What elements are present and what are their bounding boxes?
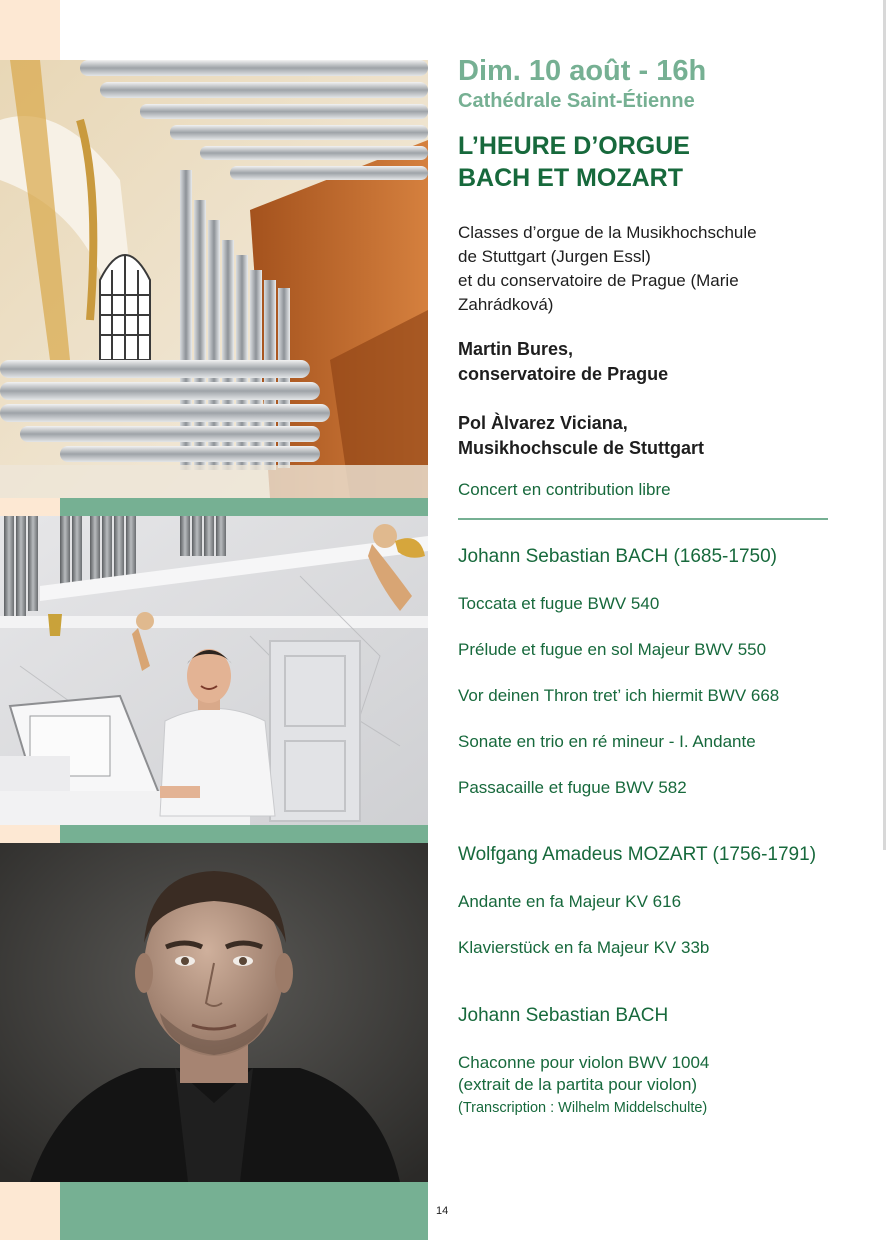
performer-1 [458, 337, 838, 387]
program-piece: Sonate en trio en ré mineur - I. Andante [458, 732, 756, 751]
performer-2 [458, 411, 838, 461]
composer-heading-bach-2: Johann Sebastian BACH [458, 1005, 669, 1026]
program-piece: Klavierstück en fa Majeur KV 33b [458, 938, 710, 957]
event-title-line-1: L’HEURE D’ORGUE [458, 132, 690, 160]
description-line: Zahrádková) [458, 295, 554, 314]
program-piece: Prélude et fugue en sol Majeur BWV 550 [458, 640, 767, 659]
event-title [458, 130, 838, 194]
organist-console-photo [0, 516, 428, 825]
performer-name: Pol Àlvarez Viciana, [458, 413, 628, 433]
performer-affiliation: Musikhochscule de Stuttgart [458, 438, 705, 458]
program-piece: Vor deinen Thron tret’ ich hiermit BWV 668 [458, 686, 780, 705]
contribution-note: Concert en contribution libre [458, 480, 671, 499]
organ-photo [0, 60, 428, 498]
section-divider [458, 518, 828, 520]
decor-peach-band-top [0, 0, 60, 60]
page-number: 14 [436, 1205, 449, 1217]
composer-heading-mozart: Wolfgang Amadeus MOZART (1756-1791) [458, 844, 817, 865]
decor-peach-band-1 [0, 498, 60, 516]
decor-green-band-bottom [60, 1182, 428, 1240]
event-date: Dim. 10 août - 16h [458, 55, 707, 87]
event-venue: Cathédrale Saint-Étienne [458, 90, 695, 112]
decor-peach-band-bottom [0, 1182, 60, 1240]
program-piece: Passacaille et fugue BWV 582 [458, 778, 687, 797]
performer-name: Martin Bures, [458, 339, 574, 359]
transcription-note: (Transcription : Wilhelm Middelschulte) [458, 1100, 708, 1116]
description-line: de Stuttgart (Jurgen Essl) [458, 247, 651, 266]
program-piece: Toccata et fugue BWV 540 [458, 594, 660, 613]
event-title-line-2: BACH ET MOZART [458, 164, 683, 192]
program-piece: Andante en fa Majeur KV 616 [458, 892, 682, 911]
decor-green-band-1 [60, 498, 428, 516]
composer-heading-bach: Johann Sebastian BACH (1685-1750) [458, 546, 777, 567]
performer-affiliation: conservatoire de Prague [458, 364, 669, 384]
decor-peach-band-2 [0, 825, 60, 843]
performer-portrait-photo [0, 843, 428, 1182]
program-piece: Chaconne pour violon BWV 1004 [458, 1053, 710, 1072]
description-line: et du conservatoire de Prague (Marie [458, 271, 739, 290]
event-description [458, 221, 818, 317]
decor-green-band-2 [60, 825, 428, 843]
program-piece: (extrait de la partita pour violon) [458, 1075, 698, 1094]
description-line: Classes d’orgue de la Musikhochschule [458, 223, 757, 242]
